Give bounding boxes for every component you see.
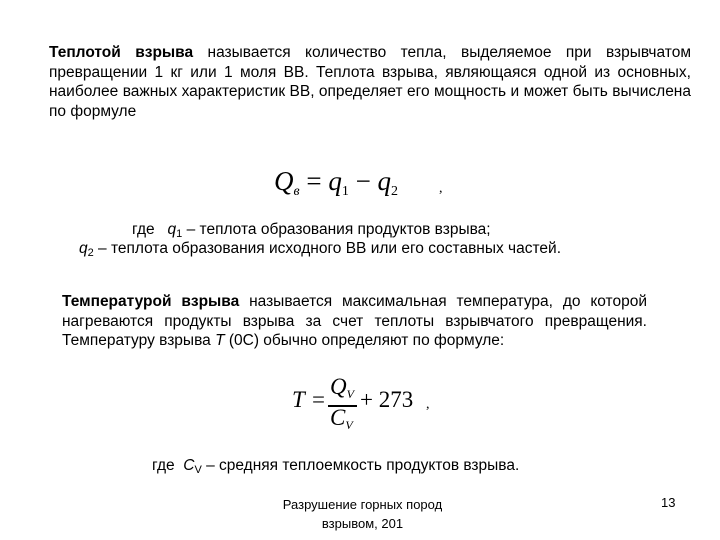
- formula-symbol: Q: [330, 374, 347, 399]
- definition-cv: [152, 456, 519, 480]
- formula-symbol: q: [328, 166, 342, 196]
- symbol: Т: [215, 332, 225, 349]
- definition-q2: [79, 239, 561, 263]
- definition-text: – теплота образования продуктов взрыва;: [182, 221, 491, 238]
- symbol: q: [167, 221, 177, 238]
- temperature-formula: [292, 374, 422, 434]
- slide-footer: [250, 495, 475, 533]
- formula-subscript: V: [346, 387, 354, 401]
- page-number: 13: [661, 495, 676, 510]
- where-prefix: где: [152, 457, 184, 474]
- paragraph-text: (0С) обычно определяют по формуле:: [224, 332, 505, 349]
- minus-sign: −: [348, 166, 378, 196]
- footer-line: взрывом, 201: [321, 516, 404, 531]
- where-prefix: где: [132, 221, 168, 238]
- formula-symbol: q: [377, 166, 392, 196]
- term-heat-of-explosion: Теплотой взрыва: [49, 44, 194, 61]
- subscript: V: [194, 464, 202, 476]
- paragraph-text: называется максимальная температура, до которой нагреваются продукты взрыва за счет теплоты взрывчатого превращения. Температуру взрыва: [62, 293, 647, 349]
- subscript: 1: [176, 228, 183, 240]
- formula-symbol: T: [292, 387, 305, 412]
- formula-subscript: в: [293, 184, 300, 199]
- subscript: 2: [87, 247, 94, 259]
- heat-formula: [274, 164, 398, 209]
- term-explosion-temperature: Температурой взрыва: [62, 293, 240, 310]
- formula-subscript: 2: [391, 184, 399, 199]
- heat-of-explosion-paragraph: [49, 43, 691, 121]
- definition-text: – средняя теплоемкость продуктов взрыва.: [201, 457, 520, 474]
- fraction-denominator: [330, 405, 353, 433]
- equals-sign: =: [312, 387, 325, 412]
- formula-comma: ,: [439, 181, 443, 196]
- definition-text: – теплота образования исходного ВВ или его составных частей.: [93, 240, 562, 257]
- symbol: q: [79, 240, 88, 257]
- formula-symbol: C: [330, 405, 346, 430]
- formula-symbol: Q: [274, 166, 294, 196]
- paragraph-text: называется количество тепла, выделяемое при взрывчатом превращении 1 кг или 1 моля ВВ. Теплота взрыва, являющаяся одной из основных, наиболее важных характеристик ВВ, определяет его мощность и может быть вычислена по формуле: [49, 44, 691, 120]
- explosion-temperature-paragraph: [62, 292, 647, 351]
- formula-comma: ,: [426, 397, 430, 412]
- equals-sign: =: [299, 166, 329, 196]
- symbol: С: [183, 457, 195, 474]
- formula-subscript: V: [345, 418, 353, 432]
- formula-subscript: 1: [341, 184, 349, 199]
- fraction-numerator: [330, 374, 354, 402]
- footer-line: Разрушение горных пород: [282, 497, 443, 512]
- formula-constant: + 273: [360, 387, 414, 412]
